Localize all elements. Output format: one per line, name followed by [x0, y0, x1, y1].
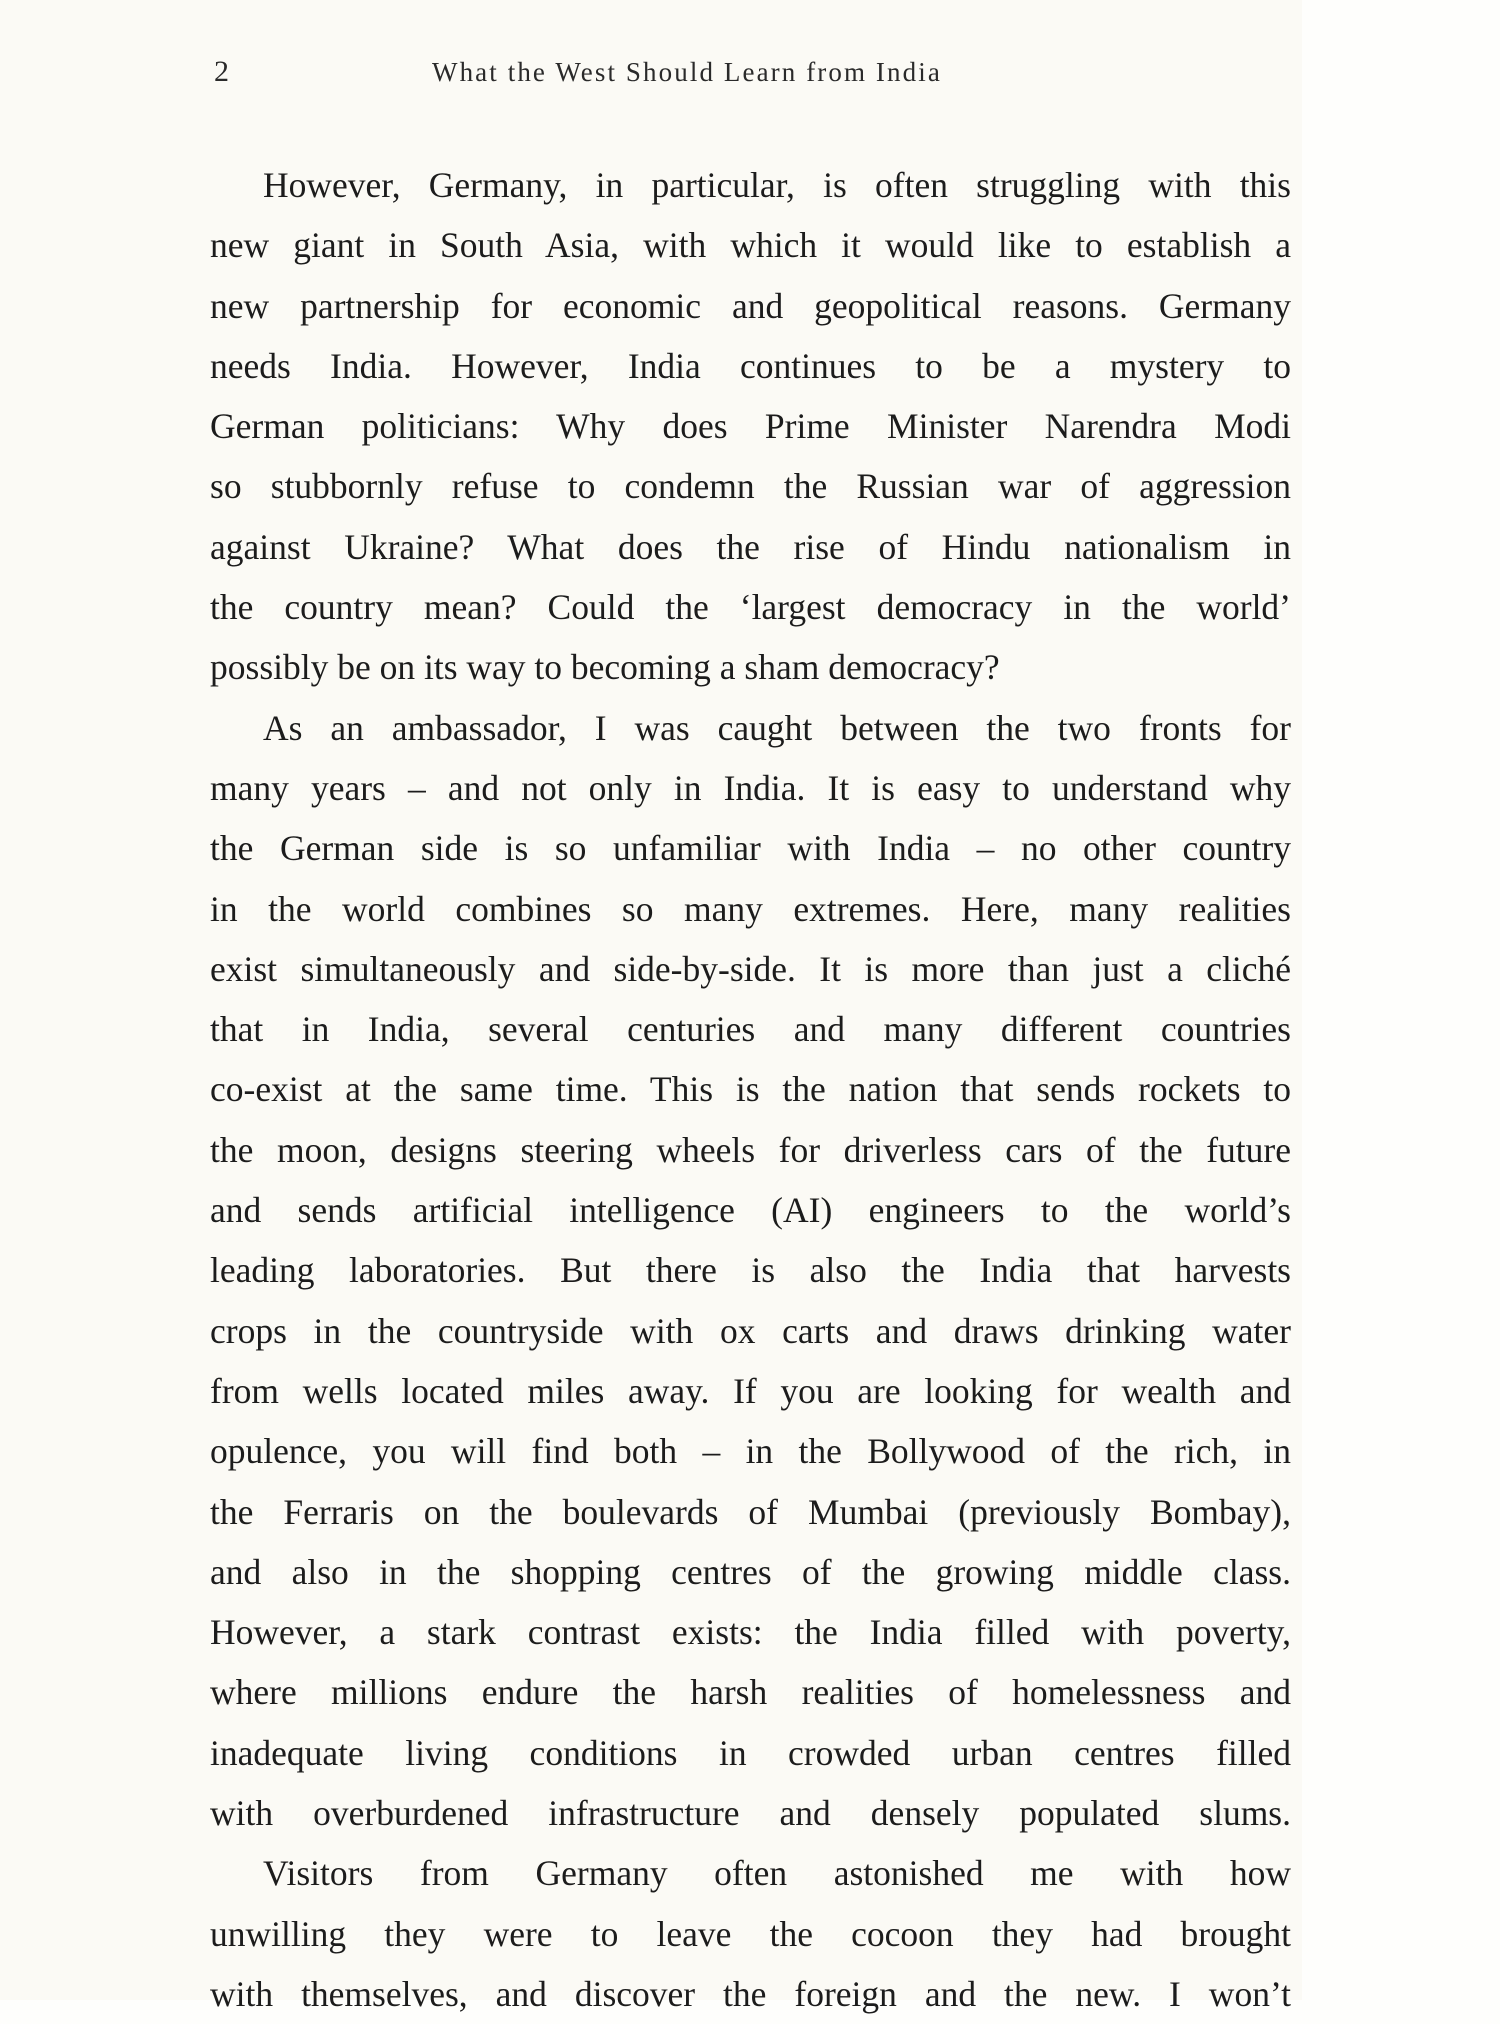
text-line: and sends artificial intelligence (AI) engineers to the world’s — [210, 1190, 1291, 1231]
body-text — [210, 155, 1291, 2024]
text-line: and also in the shopping centres of the growing middle class. — [210, 1551, 1291, 1592]
paragraph-1 — [210, 155, 1291, 698]
page-number: 2 — [214, 55, 229, 88]
text-line: with themselves, and discover the foreign and the new. I won’t — [210, 1973, 1291, 2014]
text-line: the Ferraris on the boulevards of Mumbai (previously Bombay), — [210, 1491, 1291, 1532]
text-line: leading laboratories. But there is also the India that harvests — [210, 1250, 1291, 1291]
text-line: the country mean? Could the ‘largest democracy in the world’ — [210, 587, 1291, 628]
running-title: What the West Should Learn from India — [432, 57, 942, 87]
text-line: inadequate living conditions in crowded urban centres filled — [210, 1732, 1291, 1773]
text-line: unwilling they were to leave the cocoon they had brought — [210, 1913, 1291, 1954]
text-line: new giant in South Asia, with which it would like to establish a — [210, 225, 1291, 266]
text-line: from wells located miles away. If you are looking for wealth and — [210, 1370, 1291, 1411]
running-head — [210, 52, 1290, 92]
text-line: needs India. However, India continues to be a mystery to — [210, 345, 1291, 386]
text-line: new partnership for economic and geopolitical reasons. Germany — [210, 285, 1291, 326]
text-line: possibly be on its way to becoming a sham democracy? — [210, 647, 1000, 688]
text-line: the German side is so unfamiliar with India – no other country — [210, 828, 1291, 869]
text-line: in the world combines so many extremes. Here, many realities — [210, 888, 1291, 929]
text-line: crops in the countryside with ox carts and draws drinking water — [210, 1310, 1291, 1351]
text-line: with overburdened infrastructure and densely populated slums. — [210, 1793, 1291, 1834]
text-line: so stubbornly refuse to condemn the Russian war of aggression — [210, 466, 1291, 507]
text-line: the moon, designs steering wheels for driverless cars of the future — [210, 1129, 1291, 1170]
paragraph-2 — [210, 698, 1291, 1844]
text-line: German politicians: Why does Prime Minister Narendra Modi — [210, 406, 1291, 447]
text-line: many years – and not only in India. It is easy to understand why — [210, 767, 1291, 808]
text-line: against Ukraine? What does the rise of Hindu nationalism in — [210, 526, 1291, 567]
text-line: However, a stark contrast exists: the India filled with poverty, — [210, 1612, 1291, 1653]
text-line: As an ambassador, I was caught between the two fronts for — [263, 707, 1291, 748]
paragraph-3 — [210, 1843, 1291, 2024]
text-line: where millions endure the harsh realities of homelessness and — [210, 1672, 1291, 1713]
text-line: exist simultaneously and side-by-side. It is more than just a cliché — [210, 948, 1291, 989]
text-line: However, Germany, in particular, is often struggling with this — [263, 165, 1291, 205]
text-line: that in India, several centuries and many different countries — [210, 1009, 1291, 1050]
text-line: opulence, you will find both – in the Bollywood of the rich, in — [210, 1431, 1291, 1472]
text-line: co-exist at the same time. This is the nation that sends rockets to — [210, 1069, 1291, 1110]
text-line: Visitors from Germany often astonished me with how — [263, 1853, 1291, 1894]
